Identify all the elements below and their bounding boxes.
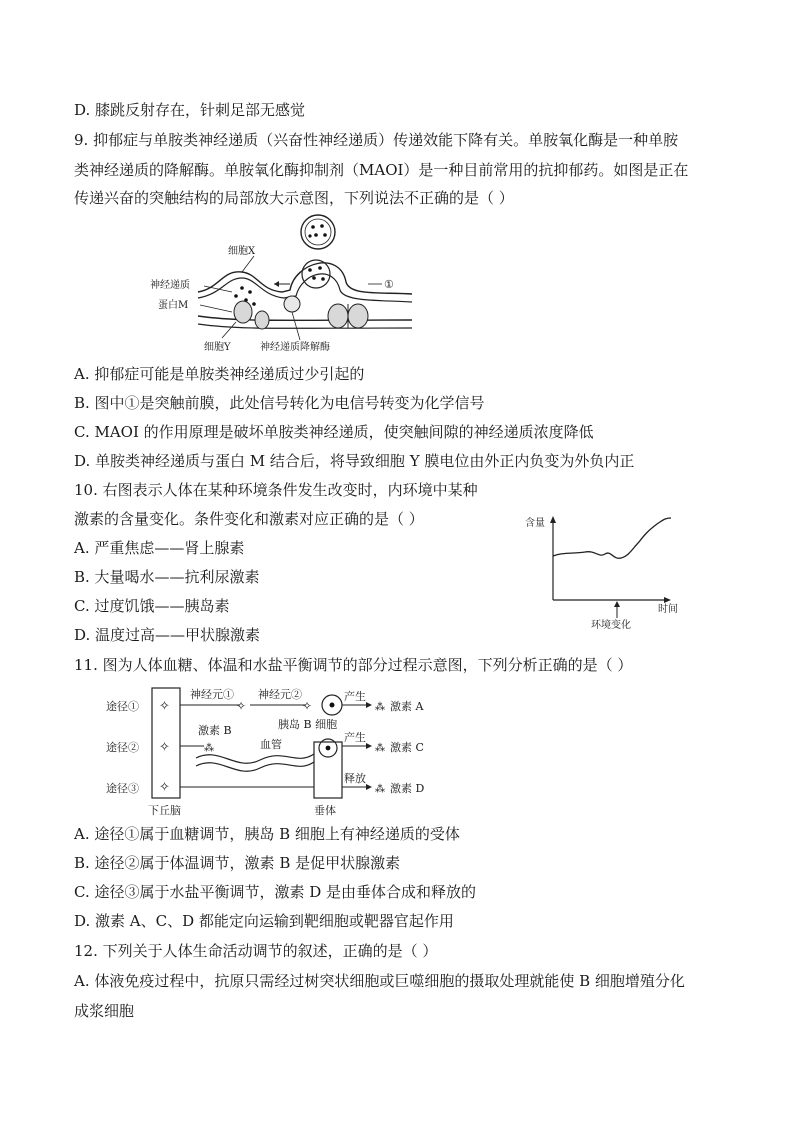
chart-annotation: 环境变化 (591, 620, 631, 631)
label-hormone-b: 激素 B (198, 724, 232, 737)
chart-xlabel: 时间 (658, 604, 678, 615)
question-10-stem: 10. 右图表示人体在某种环境条件发生改变时，内环境中某种 (74, 481, 478, 499)
option-b-q11: B. 途径②属于体温调节，激素 B 是促甲状腺激素 (74, 854, 401, 872)
question-12-stem: 12. 下列关于人体生命活动调节的叙述，正确的是（ ） (74, 942, 438, 960)
label-cell-y: 细胞Y (204, 342, 231, 353)
option-d-q10: D. 温度过高——甲状腺激素 (74, 626, 261, 644)
label-transmitter: 神经递质 (150, 280, 190, 291)
label-pituitary: 垂体 (314, 804, 336, 817)
svg-text:⁂: ⁂ (375, 743, 385, 754)
svg-text:✧: ✧ (302, 699, 313, 713)
option-c-q11: C. 途径③属于水盐平衡调节，激素 D 是由垂体合成和释放的 (74, 883, 477, 901)
option-d-q8: D. 膝跳反射存在，针刺足部无感觉 (74, 101, 306, 119)
label-produce-2: 产生 (344, 731, 366, 744)
label-path-1: 途径① (106, 700, 139, 713)
label-islet-b-cell: 胰岛 B 细胞 (278, 718, 338, 731)
svg-text:✧: ✧ (159, 699, 170, 714)
option-b-q10: B. 大量喝水——抗利尿激素 (74, 568, 260, 586)
hormone-curve-figure (525, 508, 685, 633)
question-9-stem: 传递兴奋的突触结构的局部放大示意图，下列说法不正确的是（ ） (74, 189, 514, 207)
label-produce-1: 产生 (344, 690, 366, 703)
svg-text:⁂: ⁂ (204, 743, 214, 754)
option-a-q12: A. 体液免疫过程中，抗原只需经过树突状细胞或巨噬细胞的摄取处理就能使 B 细胞增殖分化 (74, 972, 685, 990)
label-neuron-2: 神经元② (258, 688, 302, 701)
option-d-q9: D. 单胺类神经递质与蛋白 M 结合后，将导致细胞 Y 膜电位由外正内负变为外负内正 (74, 452, 635, 470)
option-c-q9: C. MAOI 的作用原理是破坏单胺类神经递质，使突触间隙的神经递质浓度降低 (74, 423, 594, 441)
option-d-q11: D. 激素 A、C、D 都能定向运输到靶细胞或靶器官起作用 (74, 912, 454, 930)
question-11-stem: 11. 图为人体血糖、体温和水盐平衡调节的部分过程示意图，下列分析正确的是（ ） (74, 656, 633, 674)
synapse-figure (150, 212, 420, 357)
question-10-stem: 激素的含量变化。条件变化和激素对应正确的是（ ） (74, 510, 424, 528)
label-neuron-1: 神经元① (190, 688, 234, 701)
label-cell-x: 细胞X (228, 246, 256, 257)
option-a-q12-cont: 成浆细胞 (74, 1002, 135, 1020)
question-9-stem: 9. 抑郁症与单胺类神经递质（兴奋性神经递质）传递效能下降有关。单胺氧化酶是一种单胺 (74, 131, 679, 149)
svg-text:⁂: ⁂ (375, 784, 385, 795)
label-enzyme: 神经递质降解酶 (260, 342, 330, 353)
label-release: 释放 (344, 772, 366, 785)
label-protein-m: 蛋白M (158, 300, 189, 311)
question-9-stem: 类神经递质的降解酶。单胺氧化酶抑制剂（MAOI）是一种目前常用的抗抑郁药。如图是正在 (74, 161, 689, 179)
label-path-3: 途径③ (106, 782, 139, 795)
option-b-q9: B. 图中①是突触前膜，此处信号转化为电信号转变为化学信号 (74, 394, 485, 412)
chart-ylabel: 含量 (525, 518, 545, 529)
option-a-q9: A. 抑郁症可能是单胺类神经递质过少引起的 (74, 365, 365, 383)
option-a-q11: A. 途径①属于血糖调节，胰岛 B 细胞上有神经递质的受体 (74, 825, 460, 843)
label-vessel: 血管 (260, 738, 282, 751)
pathway-figure (100, 684, 440, 819)
svg-text:✧: ✧ (159, 740, 170, 755)
svg-text:⁂: ⁂ (375, 702, 385, 713)
svg-text:✧: ✧ (159, 780, 170, 795)
svg-text:✧: ✧ (236, 699, 247, 713)
label-path-2: 途径② (106, 741, 139, 754)
option-c-q10: C. 过度饥饿——胰岛素 (74, 597, 230, 615)
label-marker-1: ① (384, 278, 394, 291)
label-hormone-c: 激素 C (390, 741, 424, 754)
label-hormone-a: 激素 A (390, 700, 424, 713)
option-a-q10: A. 严重焦虑——肾上腺素 (74, 539, 245, 557)
label-hypothalamus: 下丘脑 (148, 804, 181, 817)
label-hormone-d: 激素 D (390, 782, 425, 795)
